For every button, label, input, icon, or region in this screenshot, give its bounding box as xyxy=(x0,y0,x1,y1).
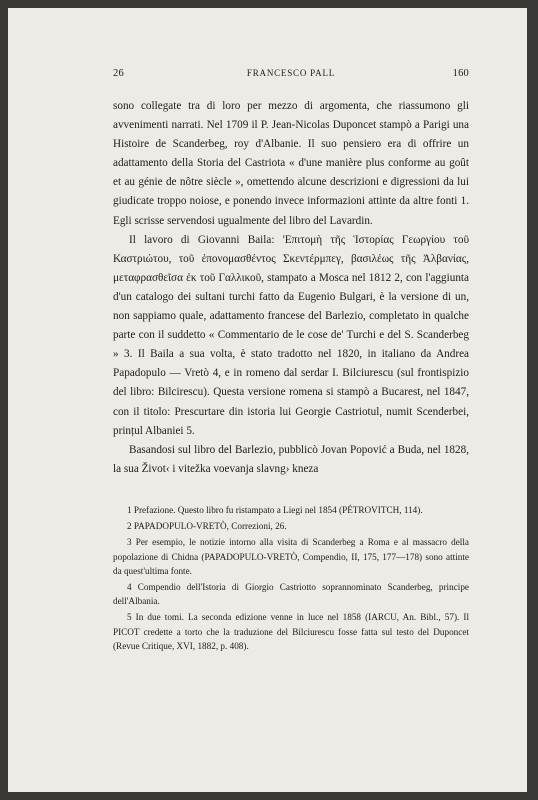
page-number-left: 26 xyxy=(113,68,124,79)
page-header xyxy=(113,68,469,82)
body-text xyxy=(113,97,469,479)
page-number-right: 160 xyxy=(452,68,469,79)
footnote: 1 Prefazione. Questo libro fu ristampato a Liegi nel 1854 (PÉTROVITCH, 114). xyxy=(127,505,423,515)
footnote: 3 Per esempio, le notizie intorno alla visita di Scanderbeg a Roma e al massacro della popolazione di Chidna (PAPADOPULO-VRETÒ, Compendio, II, 175, 177—178) sono attinte da quest'ultima fonte. xyxy=(113,537,469,576)
paragraph: sono collegate tra di loro per mezzo di argomenta, che riassumono gli avvenimenti narrati. Nel 1709 il P. Jean-Nicolas Duponcet stampò a Parigi una Histoire de Scanderbeg, roy d'Albanie. Il suo pensiero era di offrire un adattamento della Storia del Castriota « d'une manière plus conforme au goût et au génie de nôtre siècle », omettendo alcune descrizioni e digressioni da lui giudicate troppo noiose, e ponendo invece informazioni attinte da altre fonti 1. Egli scrisse servendosi ugualmente del libro del Lavardin. xyxy=(113,100,469,227)
paragraph: Il lavoro di Giovanni Baila: 'Επιτομὴ τῆς Ἱστορίας Γεωργίου τοῦ Καστριώτου, τοῦ ἐπονομασθέντος Σκεντέρμπεγ, βασιλέως τῆς Ἀλβανίας, μεταφρασθεῖσα ἐκ τοῦ Γαλλικοῦ, stampato a Mosca nel 1812 2, con l'aggiunta d'un catalogo dei sultani turchi fatto da Eugenio Bulgari, è la versione di un, non sappiamo quale, adattamento francese del Barlezio, completato in qualche parte con il suddetto « Commentario de le cose de' Turchi e del S. Scanderbeg » 3. Il Baila a sua volta, è stato tradotto nel 1820, in italiano da Andrea Papadopulo — Vretò 4, e in romeno dal serdar I. Bilciurescu (sul frontispizio del libro: Bilcirescu). Questa versione romena si stampò a Bucarest, nel 1847, con il titolo: Prescurtare din istoria lui Georgie Castriotul, numit Scenderbei, prințul Albaniei 5. xyxy=(113,233,469,437)
footnote: 4 Compendio dell'Istoria di Giorgio Castriotto soprannominato Scanderbeg, principe dell'Albania. xyxy=(113,582,469,607)
footnotes xyxy=(113,503,469,655)
running-title: FRANCESCO PALL xyxy=(246,68,336,78)
footnote: 5 In due tomi. La seconda edizione venne in luce nel 1858 (IARCU, An. Bibl., 57). Il PICOT credette a torto che la traduzione del Bilciurescu fosse fatta sul testo del Duponcet (Revue Critique, XVI, 1882, p. 408). xyxy=(113,612,469,651)
footnote: 2 PAPADOPULO-VRETÒ, Correzioni, 26. xyxy=(127,521,287,532)
paragraph: Basandosi sul libro del Barlezio, pubblicò Jovan Popović a Buda, nel 1828, la sua Život‹ i vitežka voevanja slavng› kneza xyxy=(113,443,469,475)
